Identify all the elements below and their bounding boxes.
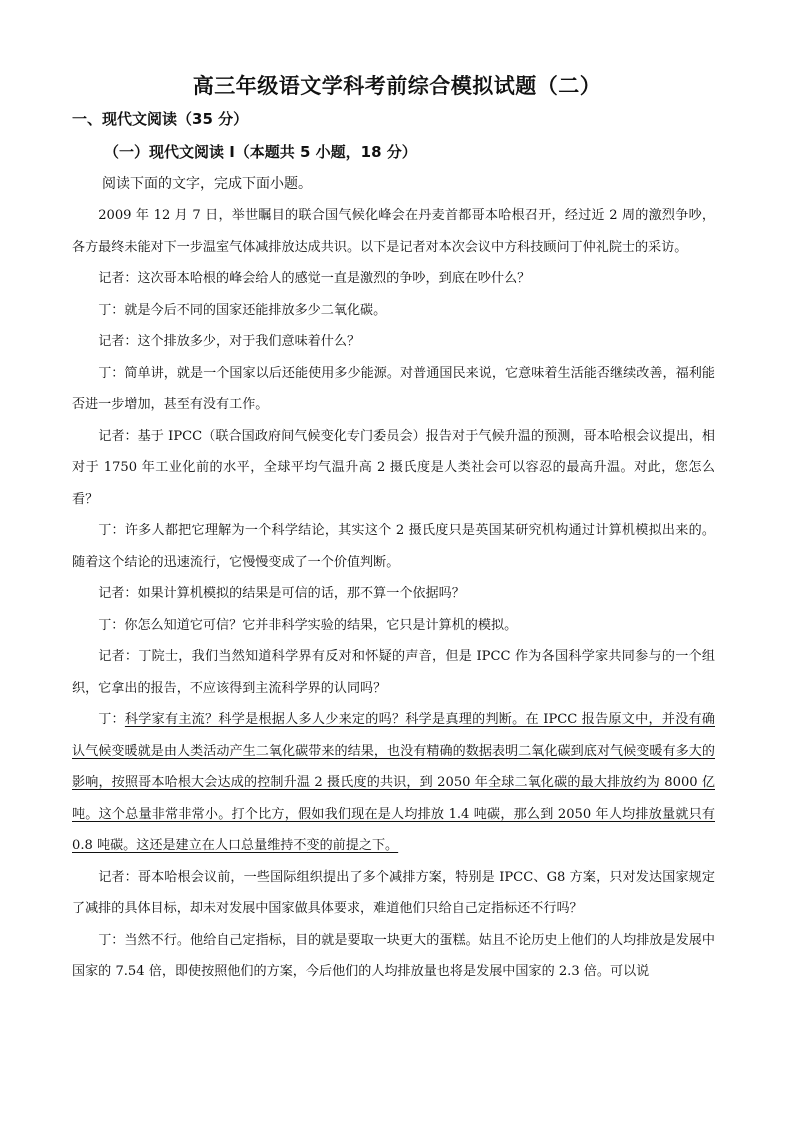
passage-paragraph: 丁：就是今后不同的国家还能排放多少二氧化碳。 — [98, 302, 387, 318]
passage-paragraph: 记者：如果计算机模拟的结果是可信的话，那不算一个依据吗？ — [98, 586, 465, 601]
passage-paragraph: 记者：这个排放多少，对于我们意味着什么？ — [98, 334, 361, 349]
passage-paragraph: 丁：许多人都把它理解为一个科学结论，其实这个 2 摄氏度只是英国某研究机构通过计算机模拟出来的。随着这个结论的迅速流行，它慢慢变成了一个价值判断。 — [72, 523, 715, 570]
passage-paragraph: 丁：当然不行。他给自己定指标，目的就是要取一块更大的蛋糕。姑且不论历史上他们的人均排放是发展中国家的 7.54 倍，即使按照他们的方案，今后他们的人均排放量也将是发展中国家的 2.3 倍。可以说 — [72, 932, 715, 979]
passage-paragraph: 记者：丁院士，我们当然知道科学界有反对和怀疑的声音，但是 IPCC 作为各国科学家共同参与的一个组织，它拿出的报告，不应该得到主流科学界的认同吗？ — [72, 649, 715, 696]
page-title: 高三年级语文学科考前综合模拟试题（二） — [192, 74, 602, 98]
section-heading: 一、现代文阅读（35 分） — [72, 110, 249, 128]
passage-paragraph: 丁：你怎么知道它可信？它并非科学实验的结果，它只是计算机的模拟。 — [98, 617, 518, 633]
passage-paragraph-underlined: 丁：科学家有主流？科学是根据人多人少来定的吗？科学是真理的判断。在 IPCC 报告原文中，并没有确认气候变暖就是由人类活动产生二氧化碳带来的结果，也没有精确的数据表明二氧化碳到底对气候变暖有多大的影响，按照哥本哈根大会达成的控制升温 2 摄氏度的共识，到 2050 年全球二氧化碳的最大排放约为 8000 亿吨。这个总量非常非常小。打个比方，假如我们现在是人均排放 1.4 吨碳，那么到 2050 年人均排放量就只有 0.8 吨碳。这还是建立在人口总量维持不变的前提之下。 — [72, 712, 716, 853]
passage-paragraph: 2009 年 12 月 7 日，举世瞩目的联合国气候化峰会在丹麦首都哥本哈根召开，经过近 2 周的激烈争吵，各方最终未能对下一步温室气体减排放达成共识。以下是记者对本次会议中方科技顾问丁仲礼院士的采访。 — [72, 208, 715, 255]
underlined-text: 科学家有主流？科学是根据人多人少来定的吗？科学是真理的判断。在 IPCC 报告原文中，并没有确认气候变暖就是由人类活动产生二氧化碳带来的结果，也没有精确的数据表明二氧化碳到底对气候变暖有多大的影响，按照哥本哈根大会达成的控制升温 2 摄氏度的共识，到 2050 年全球二氧化碳的最大排放约为 8000 亿吨。这个总量非常非常小。打个比方，假如我们现在是人均排放 1.4 吨碳，那么到 2050 年人均排放量就只有 0.8 吨碳。这还是建立在人口总量维持不变的前提之下。 — [72, 712, 716, 853]
passage-paragraph: 记者：这次哥本哈根的峰会给人的感觉一直是激烈的争吵，到底在吵什么？ — [98, 271, 531, 286]
passage-paragraph: 丁：简单讲，就是一个国家以后还能使用多少能源。对普通国民来说，它意味着生活能否继续改善，福利能否进一步增加，甚至有没有工作。 — [72, 365, 715, 412]
passage-body — [72, 200, 715, 988]
passage-paragraph: 记者：哥本哈根会议前，一些国际组织提出了多个减排方案，特别是 IPCC、G8 方案，只对发达国家规定了减排的具体目标，却未对发展中国家做具体要求，难道他们只给自己定指标还不行吗？ — [72, 869, 715, 916]
subsection-heading: （一）现代文阅读 I（本题共 5 小题，18 分） — [104, 143, 417, 161]
passage-paragraph: 记者：基于 IPCC（联合国政府间气候变化专门委员会）报告对于气候升温的预测，哥本哈根会议提出，相对于 1750 年工业化前的水平，全球平均气温升高 2 摄氏度是人类社会可以容忍的最高升温。对此，您怎么看？ — [72, 428, 715, 507]
reading-instruction: 阅读下面的文字，完成下面小题。 — [102, 176, 312, 192]
